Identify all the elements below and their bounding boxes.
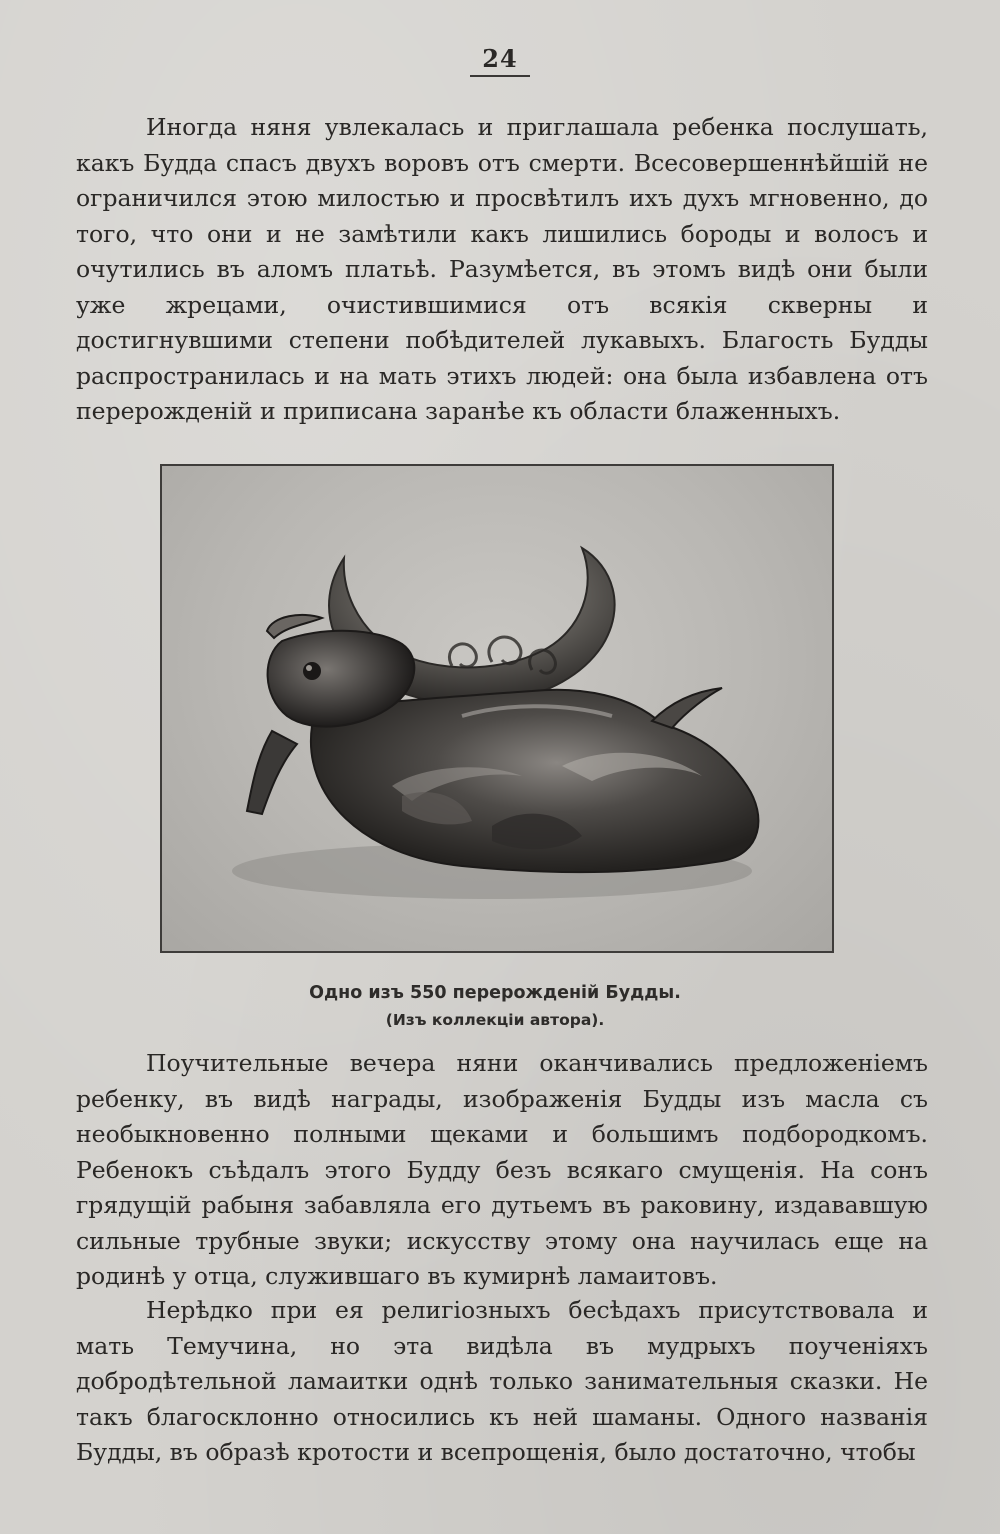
paragraph-2 [76, 1046, 928, 1295]
figure-subcaption: (Изъ коллекціи автора). [385, 1011, 605, 1029]
paragraph-3 [76, 1293, 928, 1471]
photo-frame [160, 464, 834, 953]
paragraph-1 [76, 110, 928, 430]
paragraph-3-text: Нерѣдко при ея религіозныхъ бесѣдахъ присутствовала и мать Темучина, но эта видѣла въ мудрыхъ поученіяхъ добродѣтельной ламаитки однѣ только занимательныя сказки. Не такъ благосклонно относились къ ней шаманы. Одного названія Будды, въ образѣ кротости и всепрощенія, было достаточно, чтобы [76, 1296, 928, 1466]
buddha-rebirth-figurine-photo [162, 466, 832, 951]
paragraph-1-text: Иногда няня увлекалась и приглашала ребенка послушать, какъ Будда спасъ двухъ воровъ отъ смерти. Всесовершеннѣйшій не ограничился этою милостью и просвѣтилъ ихъ духъ мгновенно, до того, что они и не замѣтили какъ лишились бороды и волосъ и очутились въ аломъ платьѣ. Разумѣется, въ этомъ видѣ они были уже жрецами, очистившимися отъ всякія скверны и достигнувшими степени побѣдителей лукавыхъ. Благость Будды распространилась и на мать этихъ людей: она была избавлена отъ перерожденій и приписана заранѣе къ области блаженныхъ. [76, 113, 928, 425]
beast-tail [652, 688, 722, 728]
page-number: 24 [470, 44, 530, 77]
figure-caption: Одно изъ 550 перерожденій Будды. [309, 983, 681, 1003]
paragraph-2-text: Поучительные вечера няни оканчивались предложеніемъ ребенку, въ видѣ награды, изображенія Будды изъ масла съ необыкновенно полными щеками и большимъ подбородкомъ. Ребенокъ съѣдалъ этого Будду безъ всякаго смущенія. На сонъ грядущій рабыня забавляла его дутьемъ въ раковину, издававшую сильные трубные звуки; искусству этому она научилась еще на родинѣ у отца, служившаго въ кумирнѣ ламаитовъ. [76, 1049, 928, 1290]
beast-leg [247, 731, 297, 814]
